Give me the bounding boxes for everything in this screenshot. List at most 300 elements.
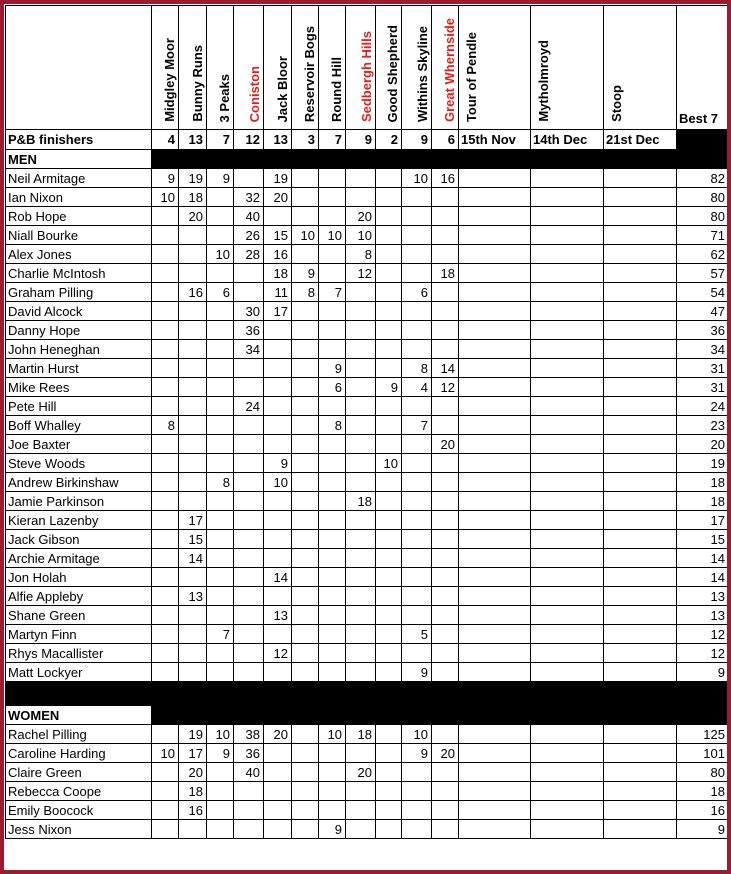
score-cell — [531, 530, 604, 549]
score-cell — [319, 782, 346, 801]
runner-name: Boff Whalley — [6, 416, 152, 435]
table-row — [6, 587, 729, 606]
score-cell — [152, 359, 179, 378]
best-total: 31 — [677, 378, 729, 397]
score-cell: 9 — [207, 744, 234, 763]
score-cell: 8 — [346, 245, 376, 264]
score-cell: 12 — [432, 378, 459, 397]
score-cell — [264, 744, 292, 763]
score-cell: 8 — [319, 416, 346, 435]
score-cell — [346, 530, 376, 549]
score-cell: 26 — [234, 226, 264, 245]
score-cell: 17 — [179, 744, 207, 763]
score-cell — [234, 644, 264, 663]
score-cell — [432, 416, 459, 435]
score-cell — [604, 782, 677, 801]
score-cell — [531, 416, 604, 435]
score-cell — [319, 625, 346, 644]
score-cell — [604, 359, 677, 378]
score-cell — [604, 226, 677, 245]
runner-name: Ian Nixon — [6, 188, 152, 207]
score-cell — [376, 587, 402, 606]
finishers-best-blank — [677, 130, 729, 150]
best-header-cell — [677, 6, 729, 130]
score-cell — [319, 321, 346, 340]
score-cell — [319, 511, 346, 530]
score-cell — [152, 725, 179, 744]
table-row — [6, 644, 729, 663]
score-cell — [179, 454, 207, 473]
score-cell: 9 — [376, 378, 402, 397]
runner-name: Steve Woods — [6, 454, 152, 473]
score-cell — [207, 801, 234, 820]
race-header-cell — [207, 6, 234, 130]
score-cell — [402, 763, 432, 782]
score-cell — [604, 188, 677, 207]
score-cell — [152, 530, 179, 549]
runner-name: Jon Holah — [6, 568, 152, 587]
score-cell — [604, 397, 677, 416]
score-cell — [376, 549, 402, 568]
score-cell — [346, 359, 376, 378]
runner-name: John Heneghan — [6, 340, 152, 359]
score-cell — [432, 663, 459, 682]
table-row — [6, 530, 729, 549]
score-cell — [319, 568, 346, 587]
table-row — [6, 549, 729, 568]
score-cell — [234, 549, 264, 568]
race-name: Good Shepherd — [385, 24, 400, 122]
score-cell — [346, 169, 376, 188]
score-cell — [234, 264, 264, 283]
score-cell: 8 — [402, 359, 432, 378]
header-row — [6, 6, 729, 130]
score-cell — [432, 801, 459, 820]
score-cell — [346, 378, 376, 397]
score-cell — [234, 283, 264, 302]
score-cell: 9 — [264, 454, 292, 473]
score-cell — [319, 549, 346, 568]
score-cell — [531, 511, 604, 530]
score-cell — [179, 321, 207, 340]
score-cell — [319, 473, 346, 492]
best-total: 80 — [677, 763, 729, 782]
race-name: Round Hill — [329, 57, 344, 122]
score-cell — [152, 264, 179, 283]
score-cell — [432, 226, 459, 245]
score-cell: 36 — [234, 744, 264, 763]
score-cell — [264, 663, 292, 682]
score-cell — [319, 435, 346, 454]
men-section — [6, 150, 729, 169]
score-cell — [459, 188, 531, 207]
runner-name: Niall Bourke — [6, 226, 152, 245]
table-row — [6, 226, 729, 245]
table-row — [6, 763, 729, 782]
score-cell: 10 — [346, 226, 376, 245]
score-cell — [319, 530, 346, 549]
score-cell — [292, 321, 319, 340]
race-name: Reservoir Bogs — [302, 25, 317, 122]
header-corner — [6, 6, 152, 130]
score-cell — [207, 568, 234, 587]
score-cell — [604, 207, 677, 226]
best-total: 62 — [677, 245, 729, 264]
runner-name: Shane Green — [6, 606, 152, 625]
score-cell — [152, 435, 179, 454]
score-cell — [432, 207, 459, 226]
score-cell — [292, 302, 319, 321]
score-cell — [152, 454, 179, 473]
score-cell — [531, 435, 604, 454]
score-cell — [179, 397, 207, 416]
score-cell: 14 — [179, 549, 207, 568]
score-cell — [179, 340, 207, 359]
score-cell — [234, 568, 264, 587]
score-cell — [459, 473, 531, 492]
score-cell — [292, 511, 319, 530]
best-label: Best 7 — [679, 111, 719, 126]
best-total: 23 — [677, 416, 729, 435]
score-cell: 9 — [292, 264, 319, 283]
best-total: 16 — [677, 801, 729, 820]
score-cell: 9 — [402, 663, 432, 682]
race-header-cell — [234, 6, 264, 130]
score-cell: 16 — [264, 245, 292, 264]
runner-name: Rachel Pilling — [6, 725, 152, 744]
score-cell — [152, 801, 179, 820]
score-cell — [207, 188, 234, 207]
score-cell — [234, 801, 264, 820]
score-cell: 9 — [402, 744, 432, 763]
score-cell: 38 — [234, 725, 264, 744]
runner-name: Rebecca Coope — [6, 782, 152, 801]
score-cell — [207, 549, 234, 568]
score-cell — [152, 587, 179, 606]
score-cell — [376, 416, 402, 435]
score-cell — [179, 625, 207, 644]
score-cell: 10 — [152, 744, 179, 763]
table-row — [6, 473, 729, 492]
best-total: 31 — [677, 359, 729, 378]
score-cell — [376, 473, 402, 492]
score-cell — [179, 473, 207, 492]
score-cell — [604, 587, 677, 606]
score-cell — [459, 264, 531, 283]
finisher-count: 9 — [346, 130, 376, 150]
table-row — [6, 283, 729, 302]
table-row — [6, 302, 729, 321]
score-cell: 19 — [179, 725, 207, 744]
race-name: Great Whernside — [442, 17, 457, 122]
score-cell — [346, 511, 376, 530]
score-cell: 12 — [346, 264, 376, 283]
race-header-cell — [604, 6, 677, 130]
score-cell — [531, 644, 604, 663]
score-cell — [292, 416, 319, 435]
score-cell — [292, 663, 319, 682]
score-cell — [604, 454, 677, 473]
score-cell — [376, 340, 402, 359]
score-cell — [459, 169, 531, 188]
score-cell — [152, 820, 179, 839]
score-cell — [531, 625, 604, 644]
score-cell — [531, 321, 604, 340]
score-cell — [207, 378, 234, 397]
table-row — [6, 378, 729, 397]
score-cell — [207, 606, 234, 625]
score-cell — [152, 782, 179, 801]
score-cell — [531, 378, 604, 397]
score-cell — [432, 454, 459, 473]
score-cell — [319, 492, 346, 511]
table-row — [6, 663, 729, 682]
score-cell: 9 — [152, 169, 179, 188]
score-cell — [264, 321, 292, 340]
score-cell: 32 — [234, 188, 264, 207]
race-name: Midgley Moor — [162, 38, 177, 122]
score-cell — [376, 226, 402, 245]
score-cell — [376, 606, 402, 625]
table-row — [6, 606, 729, 625]
divider-bar — [6, 682, 729, 706]
score-cell — [459, 378, 531, 397]
score-cell — [432, 587, 459, 606]
score-cell — [459, 663, 531, 682]
score-cell — [152, 340, 179, 359]
runner-name: Martin Hurst — [6, 359, 152, 378]
score-cell — [234, 359, 264, 378]
score-cell: 9 — [319, 359, 346, 378]
score-cell — [292, 245, 319, 264]
best-total: 47 — [677, 302, 729, 321]
score-cell — [604, 416, 677, 435]
score-cell — [234, 530, 264, 549]
score-cell: 10 — [402, 169, 432, 188]
runner-name: Caroline Harding — [6, 744, 152, 763]
results-table — [5, 5, 729, 839]
score-cell — [292, 744, 319, 763]
score-cell — [531, 492, 604, 511]
score-cell — [459, 511, 531, 530]
score-cell — [319, 397, 346, 416]
best-total: 18 — [677, 473, 729, 492]
score-cell — [207, 321, 234, 340]
score-cell — [604, 644, 677, 663]
score-cell: 40 — [234, 207, 264, 226]
score-cell: 18 — [432, 264, 459, 283]
score-cell — [376, 283, 402, 302]
finisher-count: 13 — [179, 130, 207, 150]
score-cell — [346, 397, 376, 416]
score-cell — [292, 378, 319, 397]
finisher-count: 4 — [152, 130, 179, 150]
runner-name: Emily Boocock — [6, 801, 152, 820]
score-cell: 9 — [207, 169, 234, 188]
score-cell — [432, 397, 459, 416]
score-cell: 18 — [179, 782, 207, 801]
score-cell — [319, 763, 346, 782]
score-cell: 16 — [179, 283, 207, 302]
score-cell — [152, 207, 179, 226]
best-total: 19 — [677, 454, 729, 473]
score-cell — [402, 587, 432, 606]
score-cell — [459, 587, 531, 606]
score-cell — [292, 763, 319, 782]
best-total: 9 — [677, 820, 729, 839]
score-cell — [402, 226, 432, 245]
score-cell — [432, 568, 459, 587]
score-cell — [376, 568, 402, 587]
best-total: 57 — [677, 264, 729, 283]
score-cell — [152, 473, 179, 492]
runner-name: Charlie McIntosh — [6, 264, 152, 283]
score-cell — [319, 606, 346, 625]
score-cell: 20 — [179, 763, 207, 782]
best-total: 20 — [677, 435, 729, 454]
score-cell — [346, 454, 376, 473]
score-cell — [179, 435, 207, 454]
score-cell: 4 — [402, 378, 432, 397]
score-cell — [604, 530, 677, 549]
score-cell — [376, 511, 402, 530]
score-cell — [207, 359, 234, 378]
score-cell — [234, 378, 264, 397]
score-cell — [234, 435, 264, 454]
score-cell — [179, 663, 207, 682]
score-cell — [432, 549, 459, 568]
score-cell — [152, 663, 179, 682]
race-header-cell — [346, 6, 376, 130]
score-cell — [376, 245, 402, 264]
score-cell: 18 — [264, 264, 292, 283]
score-cell: 10 — [207, 245, 234, 264]
score-cell — [402, 782, 432, 801]
score-cell — [234, 169, 264, 188]
score-cell — [402, 644, 432, 663]
score-cell — [432, 321, 459, 340]
score-cell — [264, 587, 292, 606]
score-cell — [432, 245, 459, 264]
score-cell: 20 — [346, 207, 376, 226]
score-cell — [152, 644, 179, 663]
score-cell — [432, 606, 459, 625]
score-cell: 11 — [264, 283, 292, 302]
best-total: 34 — [677, 340, 729, 359]
section-bar — [152, 706, 729, 725]
score-cell — [179, 359, 207, 378]
score-cell — [432, 473, 459, 492]
score-cell — [179, 644, 207, 663]
score-cell — [234, 416, 264, 435]
score-cell — [531, 568, 604, 587]
score-cell — [346, 283, 376, 302]
score-cell — [402, 454, 432, 473]
score-cell — [376, 782, 402, 801]
score-cell — [179, 416, 207, 435]
score-cell: 15 — [179, 530, 207, 549]
score-cell — [264, 435, 292, 454]
runner-name: Graham Pilling — [6, 283, 152, 302]
score-cell — [264, 340, 292, 359]
score-cell — [459, 492, 531, 511]
score-cell — [319, 245, 346, 264]
score-cell: 12 — [264, 644, 292, 663]
score-cell — [531, 587, 604, 606]
best-total: 18 — [677, 782, 729, 801]
score-cell — [346, 302, 376, 321]
score-cell — [152, 511, 179, 530]
score-cell — [402, 245, 432, 264]
finisher-count: 7 — [207, 130, 234, 150]
score-cell: 10 — [376, 454, 402, 473]
score-cell — [531, 302, 604, 321]
score-cell — [319, 801, 346, 820]
score-cell — [179, 245, 207, 264]
score-cell — [264, 782, 292, 801]
score-cell — [264, 207, 292, 226]
score-cell — [292, 530, 319, 549]
score-cell — [459, 782, 531, 801]
score-cell — [531, 226, 604, 245]
score-cell — [179, 820, 207, 839]
score-cell — [292, 782, 319, 801]
score-cell — [207, 226, 234, 245]
score-cell — [432, 763, 459, 782]
score-cell — [152, 568, 179, 587]
score-cell: 9 — [319, 820, 346, 839]
score-cell — [604, 801, 677, 820]
score-cell — [604, 169, 677, 188]
score-cell — [376, 321, 402, 340]
score-cell — [531, 454, 604, 473]
score-cell — [459, 530, 531, 549]
runner-name: Matt Lockyer — [6, 663, 152, 682]
score-cell — [402, 188, 432, 207]
table-row — [6, 782, 729, 801]
best-total: 125 — [677, 725, 729, 744]
score-cell — [459, 644, 531, 663]
score-cell — [234, 511, 264, 530]
score-cell — [234, 820, 264, 839]
best-total: 14 — [677, 549, 729, 568]
score-cell — [264, 397, 292, 416]
score-cell — [459, 435, 531, 454]
score-cell: 6 — [207, 283, 234, 302]
score-cell: 20 — [432, 435, 459, 454]
score-cell — [604, 302, 677, 321]
score-cell: 6 — [319, 378, 346, 397]
runner-name: Neil Armitage — [6, 169, 152, 188]
score-cell — [604, 473, 677, 492]
score-cell — [604, 264, 677, 283]
best-total: 24 — [677, 397, 729, 416]
score-cell — [531, 663, 604, 682]
runner-name: Kieran Lazenby — [6, 511, 152, 530]
score-cell — [459, 763, 531, 782]
score-cell — [402, 801, 432, 820]
score-cell — [402, 302, 432, 321]
score-cell — [319, 587, 346, 606]
score-cell — [319, 264, 346, 283]
score-cell — [319, 454, 346, 473]
runner-name: Joe Baxter — [6, 435, 152, 454]
score-cell — [152, 763, 179, 782]
score-cell — [346, 801, 376, 820]
score-cell — [319, 207, 346, 226]
score-cell — [459, 801, 531, 820]
finisher-count: 3 — [292, 130, 319, 150]
